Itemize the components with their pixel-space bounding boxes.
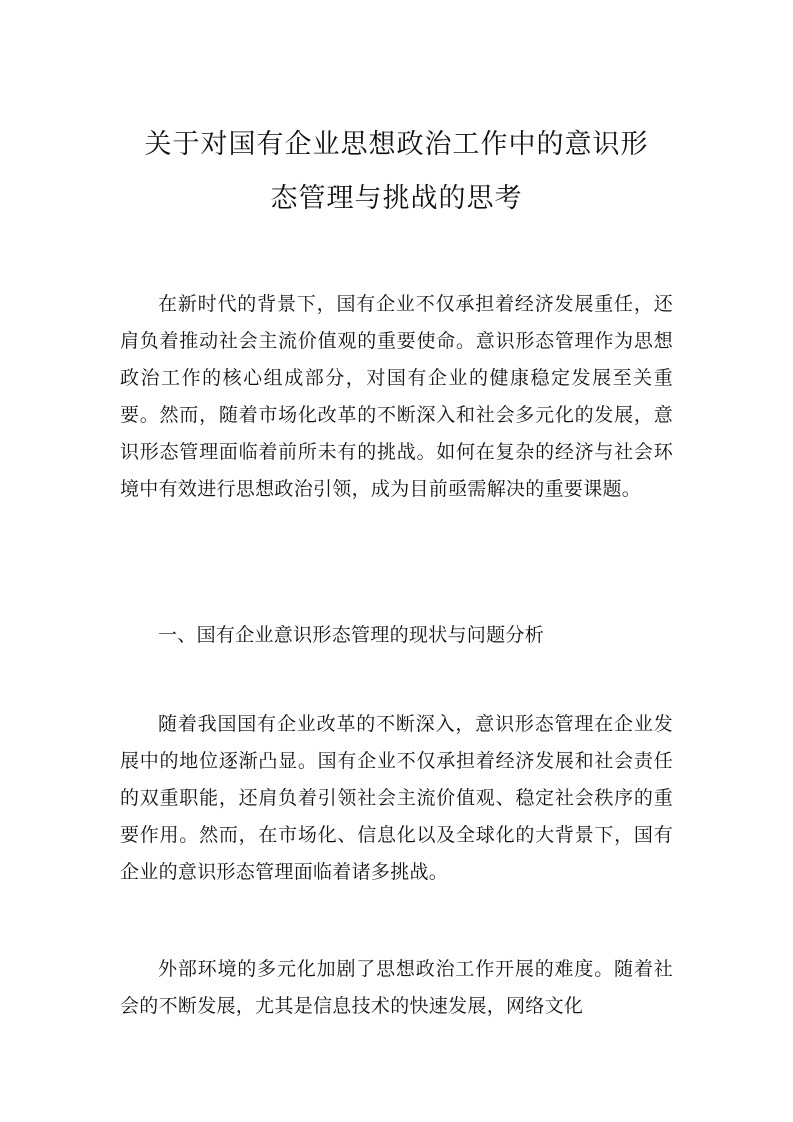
body-paragraph-2: 随着我国国有企业改革的不断深入，意识形态管理在企业发展中的地位逐渐凸显。国有企业不仅承担着经济发展和社会责任的双重职能，还肩负着引领社会主流价值观、稳定社会秩序的重要作用。然而，在市场化、信息化以及全球化的大背景下，国有企业的意识形态管理面临着诸多挑战。: [120, 713, 673, 883]
document-title: [110, 118, 683, 226]
section-heading-1: 一、国有企业意识形态管理的现状与问题分析: [158, 624, 545, 646]
title-line-1: 关于对国有企业思想政治工作中的意识形: [144, 129, 649, 160]
title-line-2: 态管理与挑战的思考: [270, 183, 523, 214]
intro-paragraph: 在新时代的背景下，国有企业不仅承担着经济发展重任，还肩负着推动社会主流价值观的重要使命。意识形态管理作为思想政治工作的核心组成部分，对国有企业的健康稳定发展至关重要。然而，随着市场化改革的不断深入和社会多元化的发展，意识形态管理面临着前所未有的挑战。如何在复杂的经济与社会环境中有效进行思想政治引领，成为目前亟需解决的重要课题。: [120, 293, 673, 500]
body-paragraph-3: 外部环境的多元化加剧了思想政治工作开展的难度。随着社会的不断发展，尤其是信息技术的快速发展，网络文化: [120, 958, 673, 1017]
